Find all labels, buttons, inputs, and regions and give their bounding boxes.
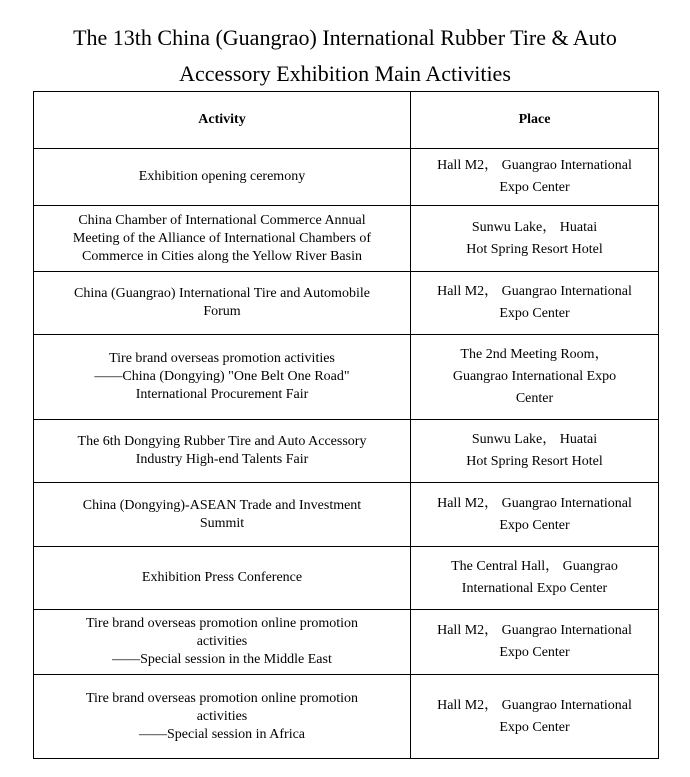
title-line-1: The 13th China (Guangrao) International Rubber Tire & Auto xyxy=(73,25,617,50)
place-cell xyxy=(411,547,659,610)
place-text: International Expo Center xyxy=(461,581,608,596)
activity-cell xyxy=(34,206,411,272)
activity-text: Summit xyxy=(199,515,245,531)
place-text: Expo Center xyxy=(499,645,570,660)
activity-text: China Chamber of International Commerce Annual xyxy=(78,212,366,228)
table-row xyxy=(34,149,659,206)
title-line-2: Accessory Exhibition Main Activities xyxy=(179,61,511,86)
activity-text: activities xyxy=(196,708,248,724)
place-cell xyxy=(411,335,659,420)
activity-text: Meeting of the Alliance of International Chambers of xyxy=(72,230,372,246)
activity-text: The 6th Dongying Rubber Tire and Auto Accessory xyxy=(77,434,367,449)
activity-cell xyxy=(34,420,411,483)
activity-text: International Procurement Fair xyxy=(135,387,309,402)
table-row xyxy=(34,483,659,547)
activity-text: activities xyxy=(196,634,248,649)
activity-text: ——Special session in Africa xyxy=(138,726,306,742)
place-cell xyxy=(411,610,659,675)
table-row xyxy=(34,610,659,675)
activity-text: Tire brand overseas promotion activities xyxy=(109,351,335,366)
page-title xyxy=(0,20,690,92)
activity-text: ——Special session in the Middle East xyxy=(112,652,332,667)
activity-column-header: Activity xyxy=(34,92,411,149)
activities-table xyxy=(33,91,659,759)
place-cell xyxy=(411,272,659,335)
place-column-header: Place xyxy=(411,92,659,149)
table-row xyxy=(34,547,659,610)
activity-text: China (Dongying)-ASEAN Trade and Investment xyxy=(82,497,362,513)
table-row xyxy=(34,675,659,759)
place-text: Guangrao International Expo xyxy=(452,369,617,384)
activity-text: Exhibition opening ceremony xyxy=(138,169,306,184)
place-text: Hot Spring Resort Hotel xyxy=(466,241,603,257)
activity-cell xyxy=(34,483,411,547)
table-row xyxy=(34,206,659,272)
place-text: Hall M2， Guangrao International xyxy=(437,697,632,713)
place-cell xyxy=(411,675,659,759)
place-text: Expo Center xyxy=(499,517,570,533)
place-cell xyxy=(411,483,659,547)
activity-text: Exhibition Press Conference xyxy=(141,570,303,585)
activity-text: Tire brand overseas promotion online promotion xyxy=(85,616,359,631)
table-row xyxy=(34,335,659,420)
activity-cell xyxy=(34,149,411,206)
place-text: Hall M2， Guangrao International xyxy=(437,284,632,299)
activity-text: ——China (Dongying) "One Belt One Road" xyxy=(94,369,350,384)
place-text: Expo Center xyxy=(499,306,570,321)
activity-cell xyxy=(34,547,411,610)
place-text: Hall M2， Guangrao International xyxy=(437,623,632,638)
activity-text: Tire brand overseas promotion online promotion xyxy=(85,690,359,706)
activity-text: Commerce in Cities along the Yellow River Basin xyxy=(82,248,362,264)
place-text: Hall M2， Guangrao International xyxy=(437,158,632,173)
place-text: The 2nd Meeting Room， xyxy=(460,347,609,362)
activity-cell xyxy=(34,272,411,335)
place-text: Expo Center xyxy=(499,719,570,735)
activity-text: Forum xyxy=(203,304,241,319)
place-text: Sunwu Lake， Huatai xyxy=(471,219,598,235)
place-text: Expo Center xyxy=(499,180,570,195)
place-cell xyxy=(411,206,659,272)
table-row xyxy=(34,272,659,335)
place-text: Sunwu Lake， Huatai xyxy=(471,432,598,447)
activity-text: China (Guangrao) International Tire and Automobile xyxy=(74,286,370,301)
activity-cell xyxy=(34,610,411,675)
table-row xyxy=(34,420,659,483)
place-cell xyxy=(411,420,659,483)
place-text: Center xyxy=(515,391,554,406)
place-text: Hall M2， Guangrao International xyxy=(437,495,632,511)
place-text: The Central Hall， Guangrao xyxy=(451,559,618,574)
activity-cell xyxy=(34,675,411,759)
activity-cell xyxy=(34,335,411,420)
header-row xyxy=(34,92,659,149)
activity-text: Industry High-end Talents Fair xyxy=(135,452,309,467)
place-text: Hot Spring Resort Hotel xyxy=(466,454,603,469)
place-cell xyxy=(411,149,659,206)
